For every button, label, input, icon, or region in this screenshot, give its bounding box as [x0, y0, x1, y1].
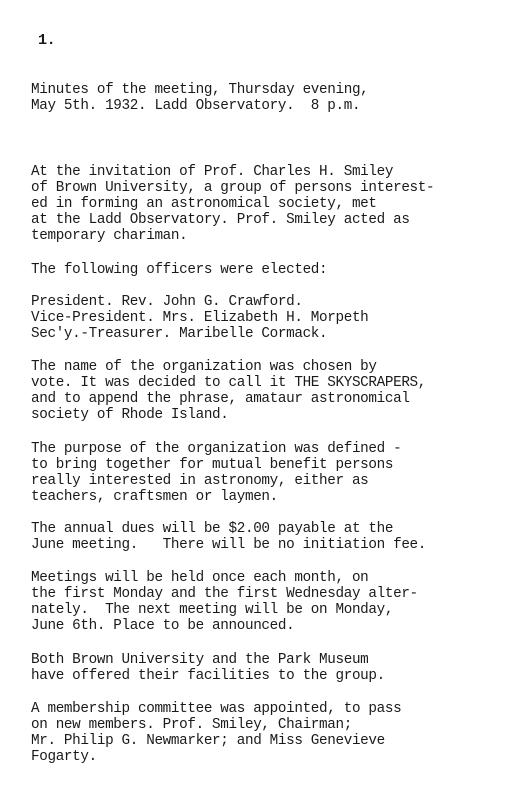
text-line: really interested in astronomy, either as — [31, 473, 369, 489]
text-line: at the Ladd Observatory. Prof. Smiley acted as — [31, 212, 410, 228]
text-line: Sec'y.-Treasurer. Maribelle Cormack. — [31, 326, 328, 342]
text-line: Both Brown University and the Park Museum — [31, 652, 369, 668]
text-line: Vice-President. Mrs. Elizabeth H. Morpeth — [31, 310, 369, 326]
text-line: Meetings will be held once each month, on — [31, 570, 369, 586]
text-line: on new members. Prof. Smiley, Chairman; — [31, 717, 352, 733]
text-line: President. Rev. John G. Crawford. — [31, 294, 303, 310]
text-line: At the invitation of Prof. Charles H. Smiley — [31, 164, 394, 180]
text-line: A membership committee was appointed, to pass — [31, 701, 402, 717]
text-line: vote. It was decided to call it THE SKYSCRAPERS, — [31, 375, 427, 391]
text-line: and to append the phrase, amataur astronomical — [31, 391, 410, 407]
text-line: Mr. Philip G. Newmarker; and Miss Genevieve — [31, 733, 385, 749]
text-line: society of Rhode Island. — [31, 407, 229, 423]
text-line: The purpose of the organization was defined - — [31, 441, 402, 457]
text-line: nately. The next meeting will be on Monday, — [31, 602, 394, 618]
heading-line: May 5th. 1932. Ladd Observatory. 8 p.m. — [31, 98, 361, 114]
text-line: temporary chariman. — [31, 228, 188, 244]
page-number: 1. — [38, 32, 56, 49]
text-line: the first Monday and the first Wednesday alter- — [31, 586, 418, 602]
text-line: of Brown University, a group of persons interest- — [31, 180, 435, 196]
text-line: to bring together for mutual benefit persons — [31, 457, 394, 473]
text-line: The name of the organization was chosen by — [31, 359, 377, 375]
heading-line: Minutes of the meeting, Thursday evening, — [31, 82, 369, 98]
text-line: June meeting. There will be no initiation fee. — [31, 537, 427, 553]
text-line: teachers, craftsmen or laymen. — [31, 489, 278, 505]
text-line: ed in forming an astronomical society, met — [31, 196, 377, 212]
text-line: Fogarty. — [31, 749, 97, 765]
text-line: The annual dues will be $2.00 payable at the — [31, 521, 394, 537]
text-line: June 6th. Place to be announced. — [31, 618, 295, 634]
text-line: have offered their facilities to the group. — [31, 668, 385, 684]
text-line: The following officers were elected: — [31, 262, 328, 278]
